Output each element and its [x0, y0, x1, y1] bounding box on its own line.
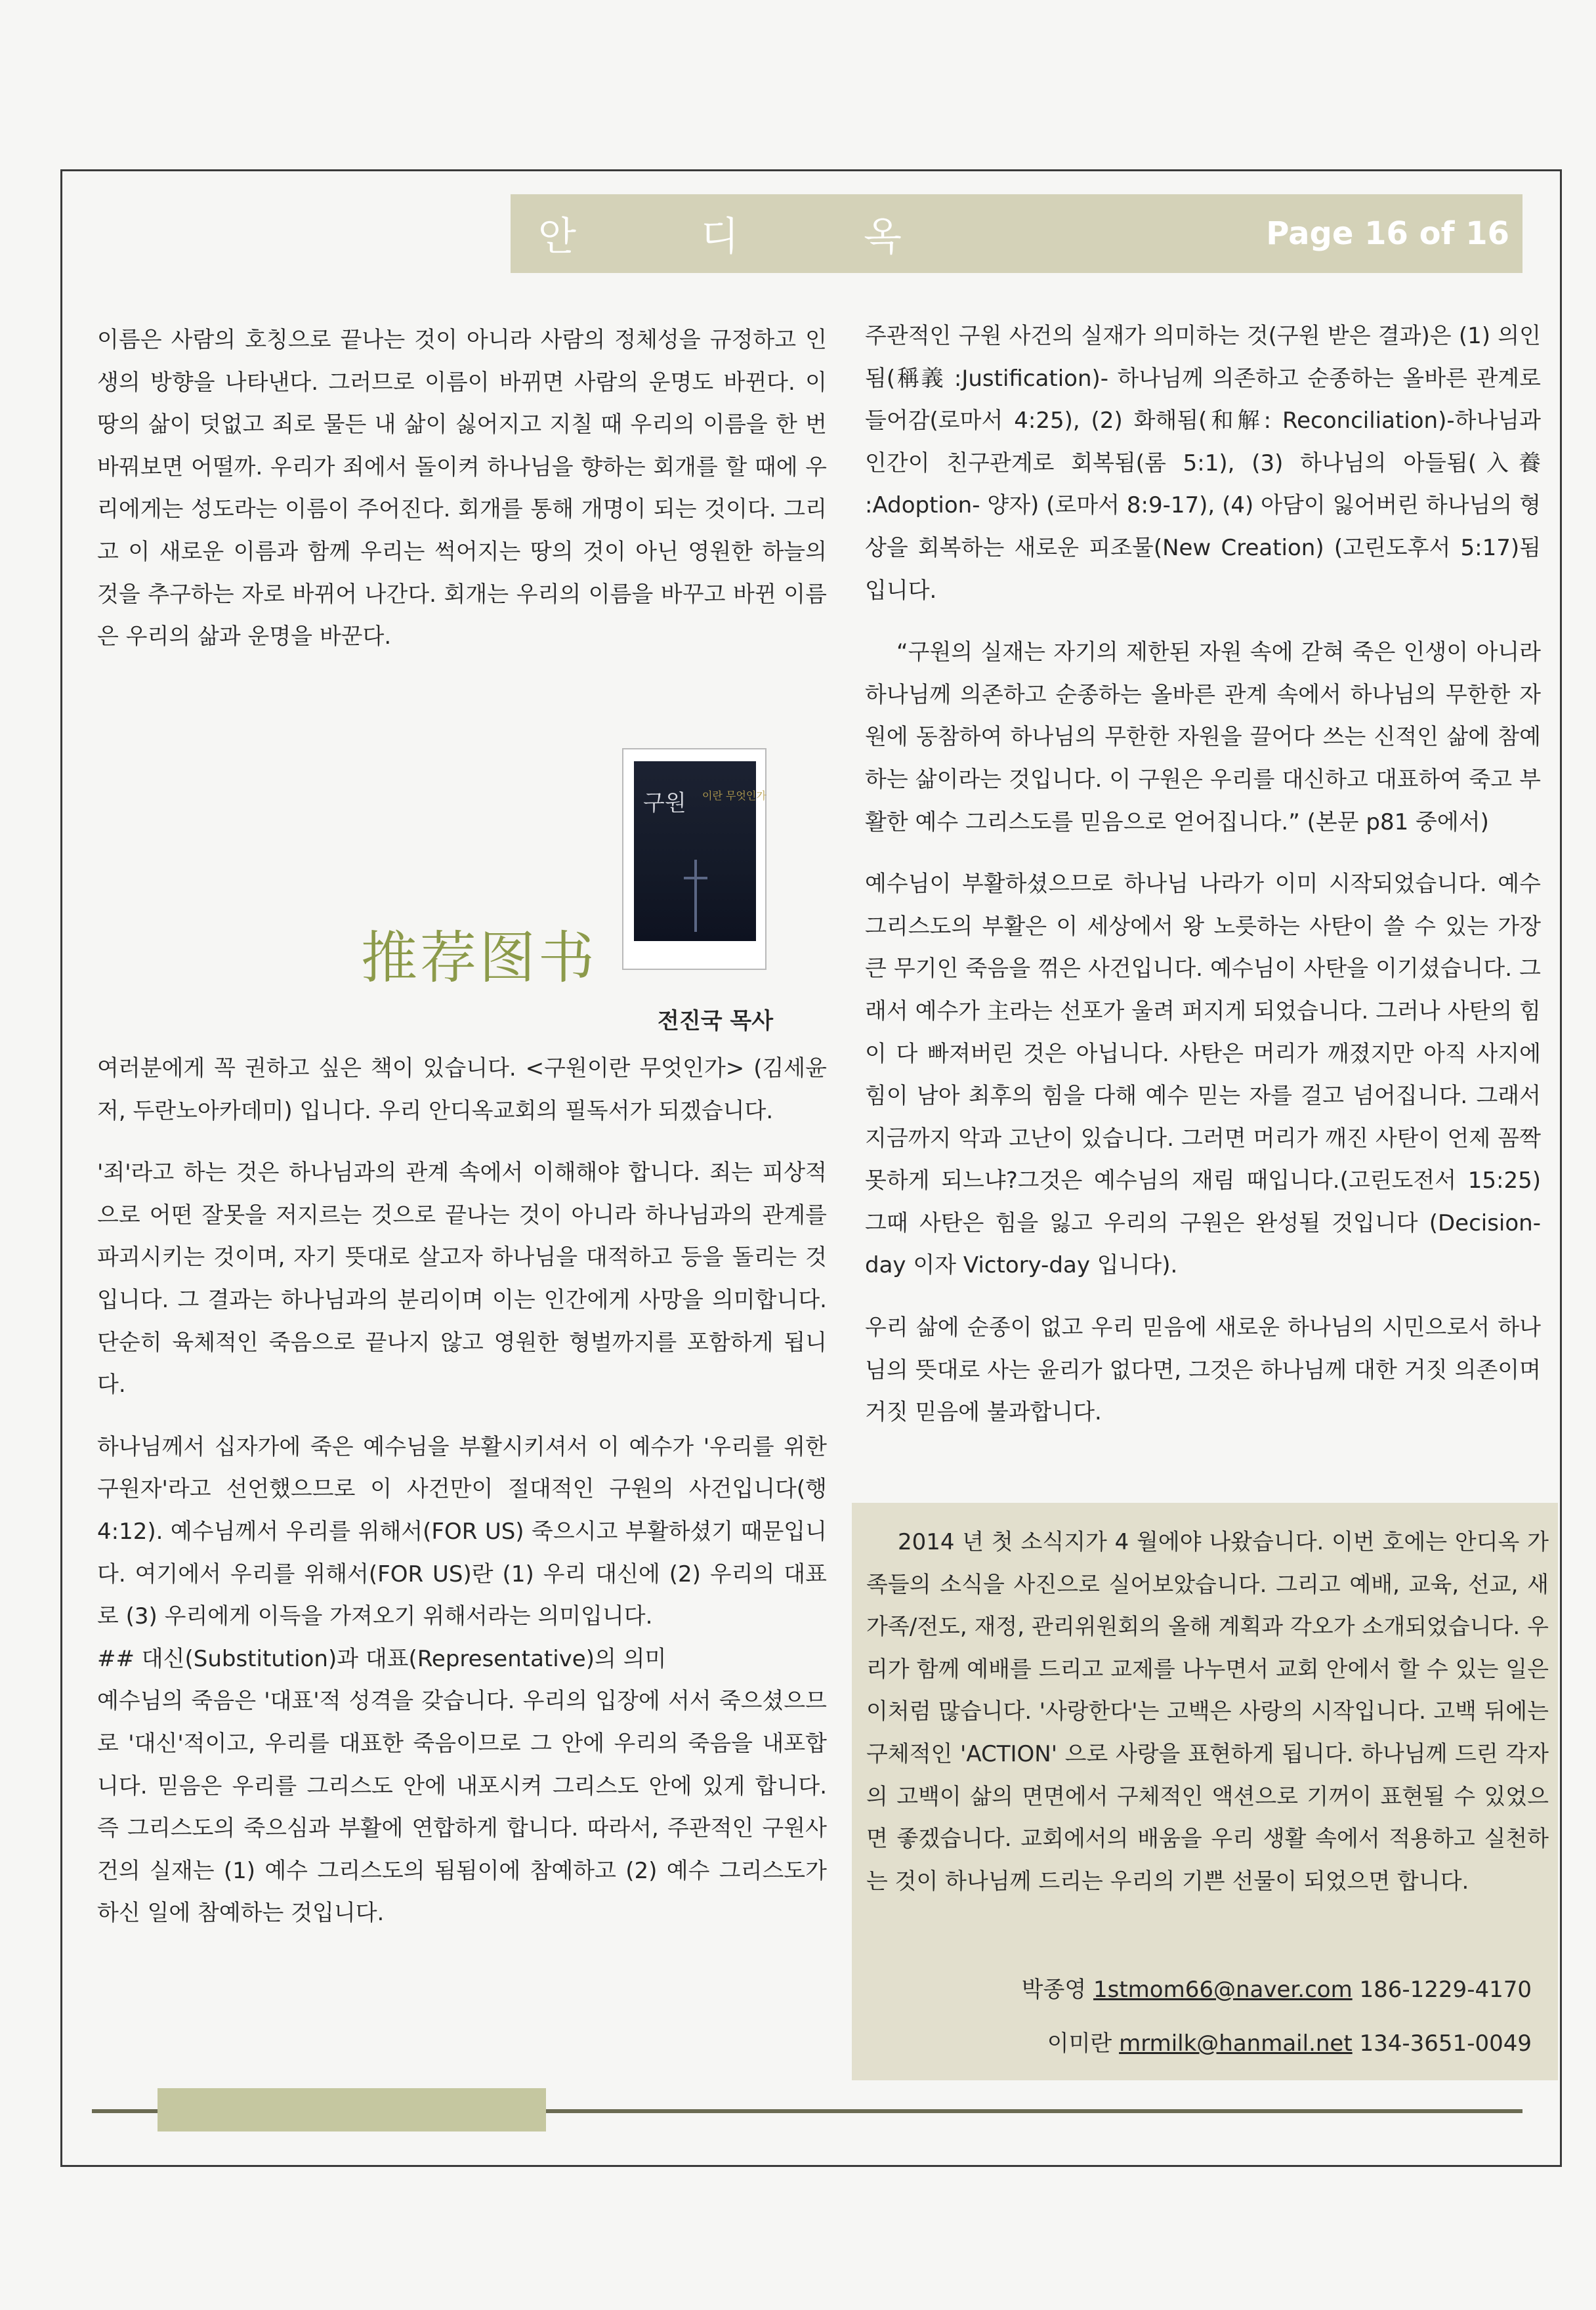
- contact-phone: 186-1229-4170: [1359, 1977, 1532, 2003]
- book-title: 구원: [643, 790, 686, 816]
- footer-accent-block: [158, 2088, 546, 2132]
- recommended-book-label: 推荐图书: [361, 925, 597, 991]
- paragraph: '죄'라고 하는 것은 하나님과의 관계 속에서 이해해야 합니다. 죄는 피상적으로 어떤 잘못을 저지르는 것으로 끝나는 것이 아니라 하나님과의 관계를 파괴시키는 것이며, 자기 뜻대로 살고자 하나님을 대적하고 등을 돌리는 것입니다. 그 결과는 하나님과의 분리이며 이는 인간에게 사망을 의미합니다. 단순히 육체적인 죽음으로 끝나지 않고 영원한 형벌까지를 포함하게 됩니다.: [97, 1160, 827, 1398]
- left-column-lower: [97, 1047, 827, 1935]
- left-column: [97, 319, 827, 658]
- paragraph: 하나님께서 십자가에 죽은 예수님을 부활시키셔서 이 예수가 '우리를 위한 구원자'라고 선언했으므로 이 사건만이 절대적인 구원의 사건입니다(행 4:12). 예수님께서 우리를 위해서(FOR US) 죽으시고 부활하셨기 때문입니다. 여기에서 우리를 위해서(FOR US)란 (1) 우리 대신에 (2) 우리의 대표로 (3) 우리에게 이득을 가져오기 위해서라는 의미입니다.: [97, 1433, 827, 1630]
- contact-name: 박종영: [1021, 1977, 1087, 2003]
- right-column: [865, 315, 1541, 1434]
- contact-line: [1047, 2025, 1532, 2057]
- paragraph: 주관적인 구원 사건의 실재가 의미하는 것(구원 받은 결과)은 (1) 의인됨(稱義 :Justification)- 하나님께 의존하고 순종하는 올바른 관계로 들어감(로마서 4:25), (2) 화해됨(和解: Reconciliation)-하나님과 인간이 친구관계로 회복됨(롬 5:1), (3) 하나님의 아들됨(入養 :Adoption- 양자) (로마서 8:9-17), (4) 아담이 잃어버린 하나님의 형상을 회복하는 새로운 피조물(New Creation) (고린도후서 5:17)됨입니다.: [865, 323, 1541, 604]
- paragraph: 예수님이 부활하셨으므로 하나님 나라가 이미 시작되었습니다. 예수 그리스도의 부활은 이 세상에서 왕 노릇하는 사탄이 쓸 수 있는 가장 큰 무기인 죽음을 꺾은 사건입니다. 예수님이 사탄을 이기셨습니다. 그래서 예수가 主라는 선포가 울려 퍼지게 되었습니다. 그러나 사탄의 힘이 다 빠져버린 것은 아닙니다. 사탄은 머리가 깨졌지만 아직 사지에 힘이 남아 최후의 힘을 다해 예수 믿는 자를 걸고 넘어집니다. 그래서 지금까지 악과 고난이 있습니다. 그러면 머리가 깨진 사탄이 언제 꼼짝 못하게 되느냐?그것은 예수님의 재림 때입니다.(고린도전서 15:25) 그때 사탄은 힘을 잃고 우리의 구원은 완성될 것입니다 (Decision-day 이자 Victory-day 입니다).: [865, 871, 1541, 1279]
- title-char: 디: [701, 214, 742, 260]
- title-char: 안: [538, 214, 579, 260]
- contact-phone: 134-3651-0049: [1359, 2030, 1532, 2057]
- contact-email-link[interactable]: 1stmom66@naver.com: [1093, 1977, 1353, 2003]
- paragraph: 여러분에게 꼭 권하고 싶은 책이 있습니다. <구원이란 무엇인가> (김세윤 저, 두란노아카데미) 입니다. 우리 안디옥교회의 필독서가 되겠습니다.: [97, 1055, 827, 1124]
- paragraph: 이름은 사람의 호칭으로 끝나는 것이 아니라 사람의 정체성을 규정하고 인생의 방향을 나타낸다. 그러므로 이름이 바뀌면 사람의 운명도 바뀐다. 이 땅의 삶이 덧없고 죄로 물든 내 삶이 싫어지고 지칠 때 우리의 이름을 한 번 바꿔보면 어떨까. 우리가 죄에서 돌이켜 하나님을 향하는 회개를 할 때에 우리에게는 성도라는 이름이 주어진다. 회개를 통해 개명이 되는 것이다. 그리고 이 새로운 이름과 함께 우리는 썩어지는 땅의 것이 아닌 영원한 하늘의 것을 추구하는 자로 바뀌어 나간다. 회개는 우리의 이름을 바꾸고 바뀐 이름은 우리의 삶과 운명을 바꾼다.: [97, 327, 827, 650]
- notice-paragraph: 2014 년 첫 소식지가 4 월에야 나왔습니다. 이번 호에는 안디옥 가족들의 소식을 사진으로 실어보았습니다. 그리고 예배, 교육, 선교, 새가족/전도, 재정, 관리위원회의 올해 계획과 각오가 소개되었습니다. 우리가 함께 예배를 드리고 교제를 나누면서 교회 안에서 할 수 있는 일은 이처럼 많습니다. '사랑한다'는 고백은 사랑의 시작입니다. 고백 뒤에는 구체적인 'ACTION' 으로 사랑을 표현하게 됩니다. 하나님께 드린 각자의 고백이 삶의 면면에서 구체적인 액션으로 기꺼이 표현될 수 있었으면 좋겠습니다. 교회에서의 배움을 우리 생활 속에서 적용하고 실천하는 것이 하나님께 드리는 우리의 기쁜 선물이 되었으면 합니다.: [866, 1529, 1549, 1895]
- contact-name: 이미란: [1047, 2030, 1112, 2057]
- author-name: 전진국 목사: [658, 1008, 774, 1034]
- page-number: Page 16 of 16: [1266, 215, 1509, 252]
- paragraph: 예수님의 죽음은 '대표'적 성격을 갖습니다. 우리의 입장에 서서 죽으셨으므로 '대신'적이고, 우리를 대표한 죽음이므로 그 안에 우리의 죽음을 내포합니다. 믿음은 우리를 그리스도 안에 내포시켜 그리스도 안에 있게 합니다. 즉 그리스도의 죽으심과 부활에 연합하게 합니다. 따라서, 주관적인 구원사건의 실재는 (1) 예수 그리스도의 됨됨이에 참예하고 (2) 예수 그리스도가 하신 일에 참예하는 것입니다.: [97, 1688, 827, 1927]
- cover-cross-icon: [694, 860, 697, 932]
- contact-line: [1022, 1971, 1532, 2004]
- contact-email-link[interactable]: mrmilk@hanmail.net: [1119, 2030, 1353, 2057]
- newsletter-title: [511, 194, 944, 273]
- cover-cross-bar: [684, 877, 707, 879]
- section-heading: ## 대신(Substitution)과 대표(Representative)의 의미: [97, 1645, 667, 1672]
- book-image: [622, 748, 766, 970]
- book-cover: [634, 761, 766, 941]
- notice-text: [866, 1521, 1549, 1902]
- quote-paragraph: “구원의 실재는 자기의 제한된 자원 속에 갇혀 죽은 인생이 아니라 하나님께 의존하고 순종하는 올바른 관계 속에서 하나님의 무한한 자원에 동참하여 하나님의 무한한 자원을 끌어다 쓰는 신적인 삶에 참예하는 삶이라는 것입니다. 이 구원은 우리를 대신하고 대표하여 죽고 부활한 예수 그리스도를 믿음으로 얻어집니다.” (본문 p81 중에서): [865, 639, 1541, 835]
- paragraph: 우리 삶에 순종이 없고 우리 믿음에 새로운 하나님의 시민으로서 하나님의 뜻대로 사는 윤리가 없다면, 그것은 하나님께 대한 거짓 의존이며 거짓 믿음에 불과합니다.: [865, 1314, 1541, 1426]
- title-char: 옥: [864, 214, 904, 260]
- book-subtitle: 이란 무엇인가: [702, 789, 766, 802]
